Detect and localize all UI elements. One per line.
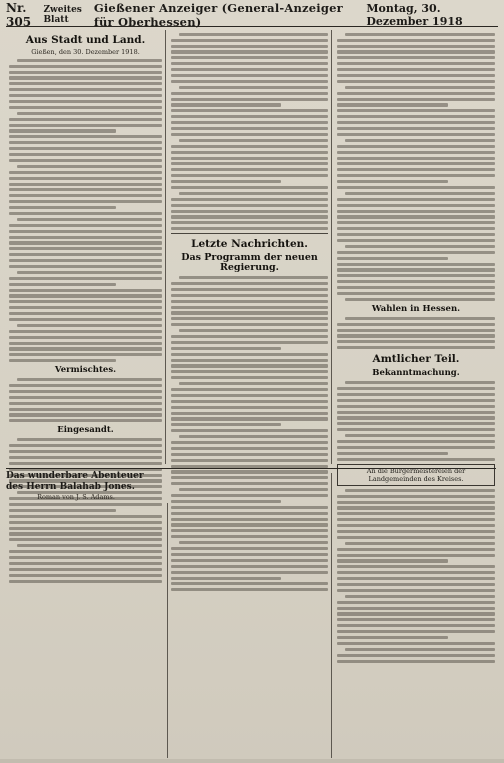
notice-heading: An die Bürgermeistereien der Landgemeinden des Kreises. — [337, 464, 495, 486]
text-line — [17, 59, 162, 62]
text-line — [345, 86, 495, 89]
text-line — [337, 56, 495, 59]
text-line — [9, 236, 162, 239]
text-line — [337, 151, 495, 154]
text-line — [337, 39, 495, 42]
serial-title: Das wunderbare Abenteuer des Herrn Balahab Jones. — [6, 471, 144, 492]
text-line — [337, 168, 495, 171]
section-heading: Aus Stadt und Land. — [25, 34, 146, 46]
text-line — [337, 286, 495, 289]
text-line — [171, 394, 328, 397]
text-line — [337, 186, 495, 189]
text-line — [179, 329, 328, 332]
text-line — [171, 162, 328, 165]
article-body — [337, 381, 495, 461]
text-line — [337, 127, 495, 130]
text-line — [337, 334, 495, 337]
text-line — [9, 408, 162, 411]
text-line — [171, 353, 328, 356]
text-line — [9, 71, 162, 74]
text-line — [171, 294, 328, 297]
text-line — [171, 80, 328, 83]
text-line — [171, 417, 328, 420]
text-line — [171, 115, 328, 118]
section-heading: Amtlicher Teil. — [372, 353, 460, 366]
text-line — [9, 390, 162, 393]
notice-heading: Bekanntmachung. — [372, 368, 460, 379]
text-line — [179, 33, 328, 36]
text-line — [337, 393, 495, 396]
text-line — [345, 298, 495, 301]
text-line — [337, 422, 495, 425]
text-line — [171, 210, 328, 213]
text-line — [171, 103, 281, 106]
text-line — [9, 94, 162, 97]
text-line — [337, 221, 495, 224]
text-line — [337, 268, 495, 271]
text-line — [171, 335, 328, 338]
text-line — [337, 62, 495, 65]
text-line — [171, 121, 328, 124]
text-line — [9, 224, 162, 227]
serial-column-3 — [334, 473, 496, 758]
text-line — [179, 382, 328, 385]
text-line — [9, 342, 162, 345]
article-body — [9, 59, 162, 363]
text-line — [179, 86, 328, 89]
text-line — [9, 336, 162, 339]
serial-section — [6, 468, 496, 759]
text-line — [9, 462, 162, 465]
text-line — [337, 50, 495, 53]
text-line — [9, 396, 162, 399]
serial-column-2 — [170, 473, 332, 758]
text-line — [171, 145, 328, 148]
text-line — [171, 347, 281, 350]
masthead — [6, 1, 498, 29]
text-line — [9, 283, 116, 286]
text-line — [17, 438, 162, 441]
text-line — [337, 251, 495, 254]
dateline: Gießen, den 30. Dezember 1918. — [31, 48, 140, 56]
text-line — [9, 100, 162, 103]
text-line — [171, 204, 328, 207]
text-line — [171, 429, 328, 432]
text-line — [337, 446, 495, 449]
section-label: Zweites Blatt — [43, 5, 82, 25]
text-line — [9, 294, 162, 297]
text-line — [171, 459, 328, 462]
text-line — [171, 388, 328, 391]
text-line — [9, 330, 162, 333]
text-line — [345, 33, 495, 36]
text-line — [171, 400, 328, 403]
text-line — [9, 306, 162, 309]
text-line — [9, 159, 162, 162]
text-line — [171, 98, 328, 101]
text-line — [9, 413, 162, 416]
text-line — [337, 329, 495, 332]
text-line — [337, 180, 448, 183]
text-line — [9, 359, 116, 362]
text-line — [171, 364, 328, 367]
text-line — [345, 192, 495, 195]
text-line — [9, 65, 162, 68]
text-line — [171, 186, 328, 189]
text-line — [337, 198, 495, 201]
text-line — [171, 221, 328, 224]
text-line — [9, 141, 162, 144]
text-line — [9, 300, 162, 303]
text-line — [9, 147, 162, 150]
text-line — [337, 210, 495, 213]
text-line — [9, 171, 162, 174]
text-line — [171, 45, 328, 48]
text-line — [345, 381, 495, 384]
text-line — [345, 245, 495, 248]
text-line — [337, 239, 495, 242]
text-line — [9, 347, 162, 350]
text-line — [9, 200, 162, 203]
column-3 — [334, 30, 498, 483]
text-line — [337, 68, 495, 71]
section-heading: Vermischtes. — [54, 365, 117, 376]
text-line — [337, 145, 495, 148]
text-line — [9, 206, 116, 209]
text-line — [337, 416, 495, 419]
text-line — [171, 50, 328, 53]
text-line — [9, 318, 162, 321]
text-line — [9, 82, 162, 85]
text-line — [179, 139, 328, 142]
text-line — [171, 300, 328, 303]
text-line — [337, 74, 495, 77]
text-line — [337, 121, 495, 124]
issue-date: Montag, 30. Dezember 1918 — [366, 2, 463, 28]
text-line — [9, 312, 162, 315]
text-line — [171, 56, 328, 59]
text-line — [337, 92, 495, 95]
text-line — [171, 406, 328, 409]
text-line — [9, 153, 162, 156]
article-body — [337, 33, 495, 301]
text-line — [337, 103, 448, 106]
text-line — [171, 441, 328, 444]
text-line — [337, 80, 495, 83]
text-line — [171, 311, 328, 314]
text-line — [171, 174, 328, 177]
text-line — [171, 412, 328, 415]
text-line — [9, 402, 162, 405]
text-line — [337, 233, 495, 236]
text-line — [171, 39, 328, 42]
text-line — [337, 405, 495, 408]
text-line — [337, 452, 448, 455]
newspaper-title: Gießener Anzeiger (General-Anzeiger für Oberhessen) — [93, 1, 343, 29]
text-line — [171, 359, 328, 362]
text-line — [345, 434, 495, 437]
text-line — [9, 212, 162, 215]
text-line — [17, 165, 162, 168]
text-line — [337, 340, 495, 343]
text-line — [17, 218, 162, 221]
divider — [171, 233, 328, 234]
issue-number: Nr. 305 — [6, 1, 32, 29]
text-line — [9, 353, 162, 356]
text-line — [9, 444, 162, 447]
serial-column-1 — [6, 503, 168, 758]
text-line — [9, 259, 162, 262]
column-2 — [168, 30, 332, 464]
text-line — [9, 129, 116, 132]
text-line — [9, 277, 162, 280]
text-line — [9, 188, 162, 191]
text-line — [337, 174, 495, 177]
text-line — [337, 346, 495, 349]
text-line — [171, 68, 328, 71]
text-line — [9, 253, 162, 256]
text-line — [179, 276, 328, 279]
text-line — [9, 183, 162, 186]
text-line — [337, 274, 495, 277]
article-body — [9, 378, 162, 422]
text-line — [171, 180, 281, 183]
text-line — [9, 194, 162, 197]
text-line — [171, 423, 281, 426]
text-line — [171, 168, 328, 171]
text-line — [337, 109, 495, 112]
text-line — [9, 88, 162, 91]
text-line — [337, 387, 495, 390]
text-line — [171, 453, 328, 456]
text-line — [17, 378, 162, 381]
text-line — [337, 204, 495, 207]
text-line — [337, 98, 495, 101]
text-line — [337, 323, 495, 326]
text-line — [171, 127, 328, 130]
text-line — [337, 399, 495, 402]
serial-author: Roman von J. S. Adams. — [37, 493, 115, 501]
text-line — [171, 447, 328, 450]
text-line — [9, 247, 162, 250]
text-line — [337, 162, 495, 165]
text-line — [337, 280, 495, 283]
article-heading: Das Programm der neuen Regierung. — [181, 252, 318, 274]
text-line — [171, 198, 328, 201]
text-line — [179, 192, 328, 195]
text-line — [171, 370, 328, 373]
page-edge — [0, 759, 504, 763]
article-body — [171, 33, 328, 230]
text-line — [9, 118, 162, 121]
text-line — [337, 257, 448, 260]
column-1 — [6, 30, 166, 464]
text-line — [9, 177, 162, 180]
text-line — [9, 241, 162, 244]
text-line — [337, 115, 495, 118]
text-line — [171, 157, 328, 160]
text-line — [171, 92, 328, 95]
text-line — [9, 265, 162, 268]
text-line — [9, 76, 162, 79]
text-line — [171, 376, 328, 379]
section-heading: Letzte Nachrichten. — [191, 238, 308, 251]
text-line — [337, 215, 495, 218]
article-body — [337, 317, 495, 350]
text-line — [171, 215, 328, 218]
text-line — [17, 112, 162, 115]
text-line — [171, 306, 328, 309]
text-line — [171, 151, 328, 154]
text-line — [337, 157, 495, 160]
section-heading: Wahlen in Hessen. — [371, 303, 461, 314]
text-line — [9, 456, 162, 459]
text-line — [171, 133, 328, 136]
text-line — [171, 323, 328, 326]
text-line — [337, 227, 495, 230]
text-line — [171, 227, 328, 230]
text-line — [337, 411, 495, 414]
text-line — [337, 133, 495, 136]
text-line — [171, 282, 328, 285]
text-line — [9, 135, 162, 138]
text-line — [17, 271, 162, 274]
text-line — [179, 435, 328, 438]
text-line — [9, 450, 162, 453]
text-line — [9, 230, 162, 233]
section-heading: Eingesandt. — [57, 425, 114, 436]
text-line — [337, 45, 495, 48]
text-line — [337, 440, 495, 443]
text-line — [9, 124, 162, 127]
text-line — [345, 317, 495, 320]
text-line — [171, 317, 328, 320]
text-line — [337, 428, 495, 431]
text-line — [171, 109, 328, 112]
text-line — [171, 341, 328, 344]
text-line — [9, 289, 162, 292]
text-line — [9, 106, 162, 109]
text-line — [337, 458, 495, 461]
text-line — [9, 419, 162, 422]
text-line — [337, 263, 495, 266]
text-line — [171, 62, 328, 65]
text-line — [17, 324, 162, 327]
text-line — [171, 288, 328, 291]
text-line — [345, 139, 495, 142]
text-line — [9, 384, 162, 387]
text-line — [337, 292, 495, 295]
text-line — [171, 74, 328, 77]
